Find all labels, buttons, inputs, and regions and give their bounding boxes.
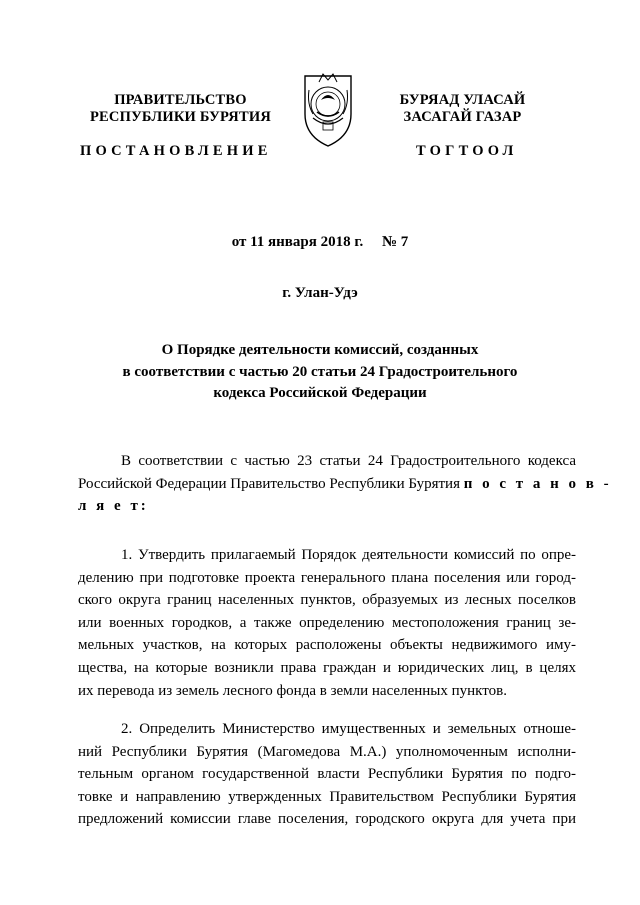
item1-line-5: мельных участков, на которых расположены объекты недвижимого иму-: [78, 637, 576, 654]
title-line-3: кодекса Российской Федерации: [213, 385, 427, 401]
doc-type-russian: ПОСТАНОВЛЕНИЕ: [80, 143, 272, 159]
title-line-2: в соответствии с частью 20 статьи 24 Градостроительного: [122, 363, 518, 380]
item2-line-1: 2. Определить Министерство имущественных и земельных отноше-: [121, 721, 576, 737]
document-city: г. Улан-Удэ: [282, 285, 358, 301]
item1-line-3: ского округа границ населенных пунктов, образуемых из лесных поселков: [78, 592, 576, 609]
item2-line-3: тельным органом государственной власти Республики Бурятия по подго-: [78, 766, 576, 783]
item2-line-5: предложений комиссии главе поселения, городского округа для учета при: [78, 811, 576, 828]
header-right-line-2: ЗАСАГАЙ ГАЗАР: [403, 109, 522, 125]
item1-line-4: или военных городков, а также определению местоположения границ зе-: [78, 614, 576, 631]
item1-line-1: 1. Утвердить прилагаемый Порядок деятельности комиссий по опре-: [121, 547, 576, 563]
government-name-russian: [78, 92, 283, 126]
doc-type-buryat: ТОГТООЛ: [416, 143, 518, 159]
item-1-paragraph: [78, 544, 576, 702]
header-right-line-1: БУРЯАД УЛАСАЙ: [399, 92, 526, 108]
header-left-line-1: ПРАВИТЕЛЬСТВО: [114, 92, 247, 108]
government-name-buryat: [360, 92, 565, 126]
item1-line-6: щества, на которые возникли права граждан и юридических лиц, в целях: [78, 659, 576, 676]
preamble-line-1: В соответствии с частью 23 статьи 24 Градостроительного кодекса: [121, 453, 576, 469]
title-line-1: О Порядке деятельности комиссий, созданных: [161, 342, 479, 358]
item1-line-2: делению при подготовке проекта генерального плана поселения или город-: [78, 569, 576, 586]
document-date-number: от 11 января 2018 г. № 7: [231, 234, 409, 250]
item1-line-7: их перевода из земель лесного фонда в земли населенных пунктов.: [78, 682, 507, 699]
preamble-paragraph: [78, 450, 612, 518]
header-left-line-2: РЕСПУБЛИКИ БУРЯТИЯ: [90, 109, 271, 125]
preamble-line-2: [78, 473, 612, 496]
item2-line-4: товке и направлению утвержденных Правительством Республики Бурятия: [78, 788, 576, 805]
item-2-paragraph: [78, 718, 576, 831]
document-title: [60, 340, 580, 405]
resolves-word-part2: л я е т:: [78, 498, 149, 515]
preamble-line-2-text: Российской Федерации Правительство Республики Бурятия: [78, 475, 460, 492]
republic-emblem-icon: [299, 70, 357, 148]
item2-line-2: ний Республики Бурятия (Магомедова М.А.) уполномоченным исполни-: [78, 743, 576, 760]
resolves-word-part1: п о с т а н о в -: [463, 475, 612, 492]
